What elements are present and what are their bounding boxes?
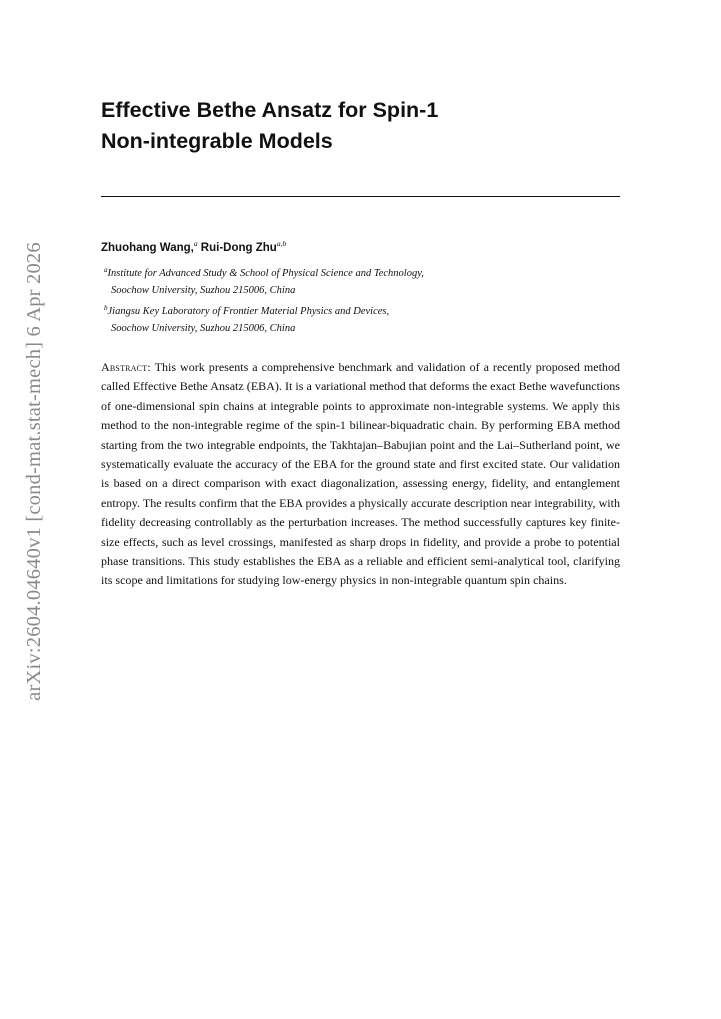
abstract-text: This work presents a comprehensive benchmark and validation of a recently proposed method called Effective Bethe Ansatz (EBA). It is a variational method that deforms the exact Bethe wavefunctions of one-dimensional spin chains at integrable points to approximate non-integrable systems. We apply this method to the non-integrable regime of the spin-1 bilinear-biquadratic chain. By performing EBA method starting from the two integrable endpoints, the Takhtajan–Babujian point and the Lai–Sutherland point, we systematically evaluate the accuracy of the EBA for the ground state and first excited state. Our validation is based on a direct comparison with exact diagonalization, assessing energy, fidelity, and entanglement entropy. The results confirm that the EBA provides a physically accurate description near integrability, with fidelity decreasing controllably as the perturbation increases. The method successfully captures key finite-size effects, such as level crossings, manifested as sharp drops in fidelity, and provide a probe to potential phase transitions. This study establishes the EBA as a reliable and efficient semi-analytical tool, clarifying its scope and limitations for studying low-energy physics in non-integrable quantum spin chains.: [101, 360, 621, 588]
affiliation-line-2: Soochow University, Suzhou 215006, China: [111, 323, 296, 334]
arxiv-identifier-text: arXiv:2604.04640v1 [cond-mat.stat-mech] 6 Apr 2026: [22, 241, 45, 701]
author-affiliation-mark: a,b: [276, 239, 287, 248]
title-divider: [101, 196, 620, 197]
affiliation-mark: b: [104, 304, 108, 312]
paper-title-line-1: Effective Bethe Ansatz for Spin-1: [101, 98, 439, 122]
author-name: Zhuohang Wang,: [101, 242, 194, 254]
author-name: Rui-Dong Zhu: [200, 242, 277, 254]
affiliation-mark: a: [104, 266, 108, 274]
affiliation-a: [104, 262, 604, 299]
author-affiliation-mark: a: [193, 239, 198, 248]
paper-title: [101, 95, 621, 157]
abstract-label: Abstract:: [101, 360, 151, 374]
affiliation-line-2: Soochow University, Suzhou 215006, China: [111, 285, 296, 296]
author-list: [101, 236, 286, 256]
paper-title-line-2: Non-integrable Models: [101, 129, 333, 153]
affiliation-line-1: Institute for Advanced Study & School of Physical Science and Technology,: [107, 268, 424, 279]
affiliation-b: [104, 300, 604, 337]
arxiv-identifier-stamp: [14, 236, 54, 706]
abstract: [101, 358, 620, 591]
affiliation-line-1: Jiangsu Key Laboratory of Frontier Material Physics and Devices,: [107, 306, 390, 317]
